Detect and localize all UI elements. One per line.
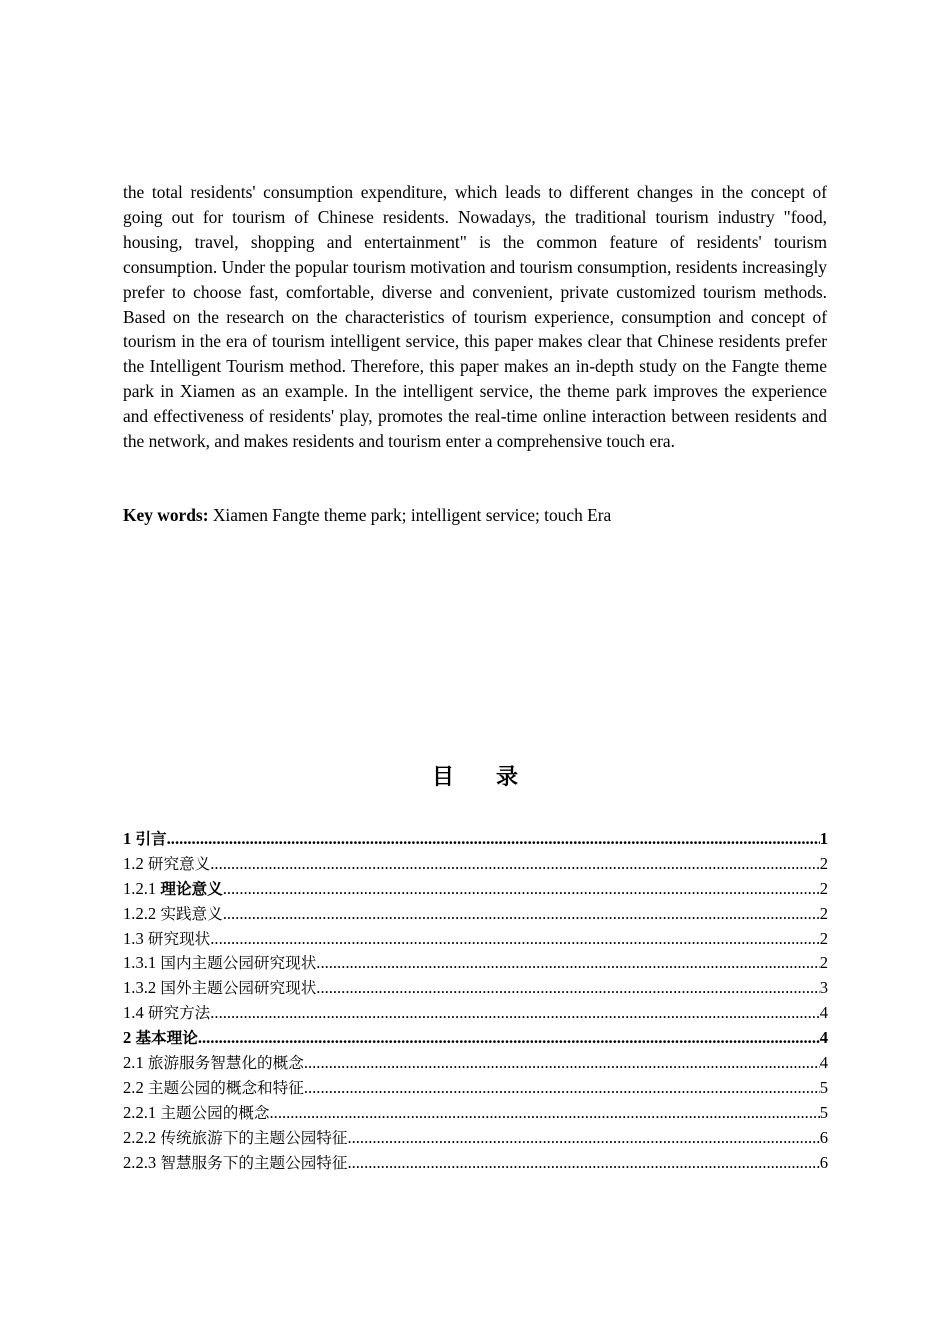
toc-entry-label: 国外主题公园研究现状: [160, 979, 317, 998]
toc-entry-number: 2.2.3: [123, 1152, 161, 1172]
toc-title: [0, 762, 950, 794]
toc-entry-page-number: 5: [819, 1077, 828, 1097]
toc-dot-leader: [304, 1051, 820, 1076]
toc-entry-label: 基本理论: [135, 1029, 198, 1048]
toc-entry[interactable]: [123, 976, 828, 1001]
toc-entry-label: 主题公园的概念和特征: [147, 1078, 304, 1097]
toc-dot-leader: [210, 927, 819, 952]
toc-entry-number: 1.4: [123, 1003, 148, 1023]
toc-entry-page-number: 2: [819, 878, 828, 898]
toc-entry-label: 引言: [135, 830, 167, 848]
toc-entry-page-number: 4: [819, 1028, 828, 1048]
toc-entry-number: 2: [123, 1028, 136, 1048]
toc-entry[interactable]: [123, 852, 828, 877]
toc-entry-page-number: 4: [819, 1003, 828, 1023]
toc-entry[interactable]: [123, 1076, 828, 1101]
toc-entry-page-number: 3: [819, 978, 828, 998]
toc-dot-leader: [304, 1076, 820, 1101]
toc-entry-label: 理论意义: [160, 879, 223, 898]
toc-entry-number: 2.2.1: [123, 1102, 161, 1122]
toc-entry-number: 2.2.2: [123, 1127, 161, 1147]
toc-entry[interactable]: [123, 1051, 828, 1076]
toc-entry[interactable]: [123, 1151, 828, 1176]
toc-entry-page-number: 2: [819, 928, 828, 948]
toc-entry-page-number: 2: [819, 853, 828, 873]
toc-entry[interactable]: [123, 1026, 828, 1051]
toc-entry-number: 2.2: [123, 1077, 148, 1097]
toc-dot-leader: [223, 902, 820, 927]
toc-dot-leader: [210, 852, 819, 877]
toc-dot-leader: [223, 877, 820, 902]
toc-entry-label: 主题公园的概念: [160, 1103, 270, 1122]
toc-entry-page-number: 6: [819, 1152, 828, 1172]
toc-entry-label: 传统旅游下的主题公园特征: [160, 1128, 348, 1147]
toc-entry-label: 智慧服务下的主题公园特征: [160, 1153, 348, 1172]
toc-entry-page-number: 2: [819, 903, 828, 923]
toc-dot-leader: [316, 951, 819, 976]
toc-entry[interactable]: [123, 951, 828, 976]
toc-entry[interactable]: [123, 877, 828, 902]
toc-entry-number: 2.1: [123, 1053, 148, 1073]
toc-dot-leader: [198, 1026, 820, 1051]
toc-entry[interactable]: [123, 1126, 828, 1151]
toc-entry[interactable]: [123, 1101, 828, 1126]
toc-entry[interactable]: [123, 902, 828, 927]
toc-entry-label: 国内主题公园研究现状: [160, 954, 317, 973]
toc-entry-number: 1.2.1: [123, 878, 161, 898]
toc-entry-label: 研究意义: [147, 854, 211, 873]
toc-entry-label: 旅游服务智慧化的概念: [147, 1054, 304, 1073]
keywords-line: [123, 503, 827, 528]
toc-entry-number: 1.3.1: [123, 953, 161, 973]
toc-title-char-1: 目: [431, 765, 454, 790]
toc-entry[interactable]: [123, 827, 828, 852]
keywords-text: Xiamen Fangte theme park; intelligent service; touch Era: [208, 505, 612, 525]
toc-dot-leader: [347, 1126, 819, 1151]
table-of-contents: [123, 827, 828, 1175]
toc-entry[interactable]: [123, 1001, 828, 1026]
toc-dot-leader: [316, 976, 819, 1001]
abstract-paragraph: the total residents' consumption expenditure, which leads to different changes in the concept of going out for tourism of Chinese residents. Nowadays, the traditional tourism industry "food, housing, travel, shopping and entertainment" is the common feature of residents' tourism consumption. Under the popular tourism motivation and tourism consumption, residents increasingly prefer to choose fast, comfortable, diverse and convenient, private customized tourism methods. Based on the research on the characteristics of tourism experience, consumption and concept of tourism in the era of tourism intelligent service, this paper makes clear that Chinese residents prefer the Intelligent Tourism method. Therefore, this paper makes an in-depth study on the Fangte theme park in Xiamen as an example. In the intelligent service, the theme park improves the experience and effectiveness of residents' play, promotes the real-time online interaction between residents and the network, and makes residents and tourism enter a comprehensive touch era.: [123, 182, 827, 452]
toc-entry-label: 研究方法: [147, 1004, 211, 1023]
toc-entry-page-number: 5: [819, 1102, 828, 1122]
toc-entry-number: 1.3: [123, 928, 148, 948]
toc-entry-number: 1.2.2: [123, 903, 161, 923]
toc-entry-page-number: 2: [819, 953, 828, 973]
toc-dot-leader: [210, 1001, 819, 1026]
toc-dot-leader: [167, 827, 820, 852]
toc-entry-label: 研究现状: [147, 929, 211, 948]
toc-entry-number: 1.3.2: [123, 978, 161, 998]
toc-entry-number: 1.2: [123, 853, 148, 873]
toc-dot-leader: [347, 1151, 819, 1176]
toc-entry[interactable]: [123, 927, 828, 952]
toc-entry-number: 1: [123, 829, 136, 848]
toc-title-char-2: 录: [496, 765, 519, 790]
toc-entry-page-number: 1: [819, 829, 828, 848]
toc-entry-page-number: 6: [819, 1127, 828, 1147]
keywords-label: Key words:: [123, 505, 209, 525]
toc-entry-page-number: 4: [819, 1053, 828, 1073]
toc-dot-leader: [270, 1101, 820, 1126]
toc-entry-label: 实践意义: [160, 904, 223, 923]
